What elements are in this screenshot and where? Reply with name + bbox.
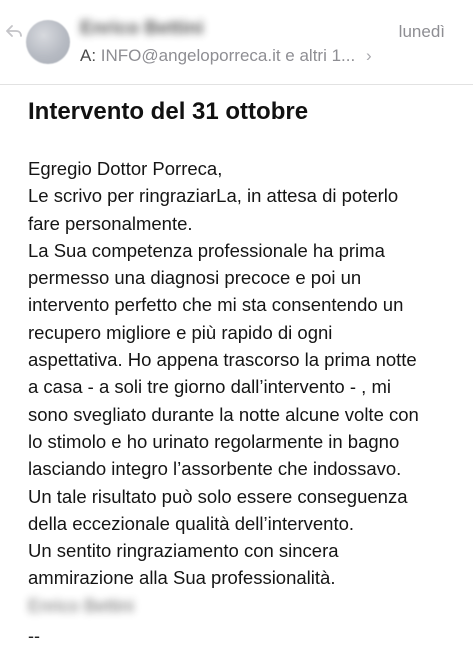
body-line: recupero migliore e più rapido di ogni [28,321,333,343]
body-line: della eccezionale qualità dell’intervento. [28,512,355,534]
body-line: a casa - a soli tre giorno dall’intervento - , mi [28,376,391,398]
body-line: fare personalmente. [28,212,193,234]
body-line: Egregio Dottor Porreca, [28,158,223,179]
body-line: Un tale risultato può solo essere conseguenza [28,485,408,507]
chevron-right-icon[interactable]: › [365,46,372,65]
sender-name[interactable]: Enrico Bettini [80,18,204,39]
message-header [0,0,473,85]
signature-name: Enrico Bettini [28,596,135,616]
message-body [28,155,468,592]
recipients-row[interactable] [80,46,372,66]
body-line: ammirazione alla Sua professionalità. [28,567,336,589]
body-line: Le scrivo per ringraziarLa, in attesa di poterlo [28,185,399,207]
body-line: aspettativa. Ho appena trascorso la prima notte [28,349,417,371]
to-label: A: [80,46,97,65]
message-subject: Intervento del 31 ottobre [28,98,309,125]
signature-separator: -- [28,626,40,646]
body-line: permesso una diagnosi precoce e poi un [28,267,362,289]
body-line: lo stimolo e ho urinato regolarmente in bagno [28,430,400,452]
body-line: sono svegliato durante la notte alcune volte con [28,403,419,425]
message-date: lunedì [398,22,445,41]
body-line: intervento perfetto che mi sta consentendo un [28,294,404,316]
reply-icon[interactable] [6,24,22,38]
recipients-list[interactable]: INFO@angeloporreca.it e altri 1... [100,46,356,65]
body-line: lasciando integro l’assorbente che indossavo. [28,458,402,480]
body-line: Un sentito ringraziamento con sincera [28,540,339,562]
avatar[interactable] [26,20,70,64]
body-line: La Sua competenza professionale ha prima [28,239,385,261]
